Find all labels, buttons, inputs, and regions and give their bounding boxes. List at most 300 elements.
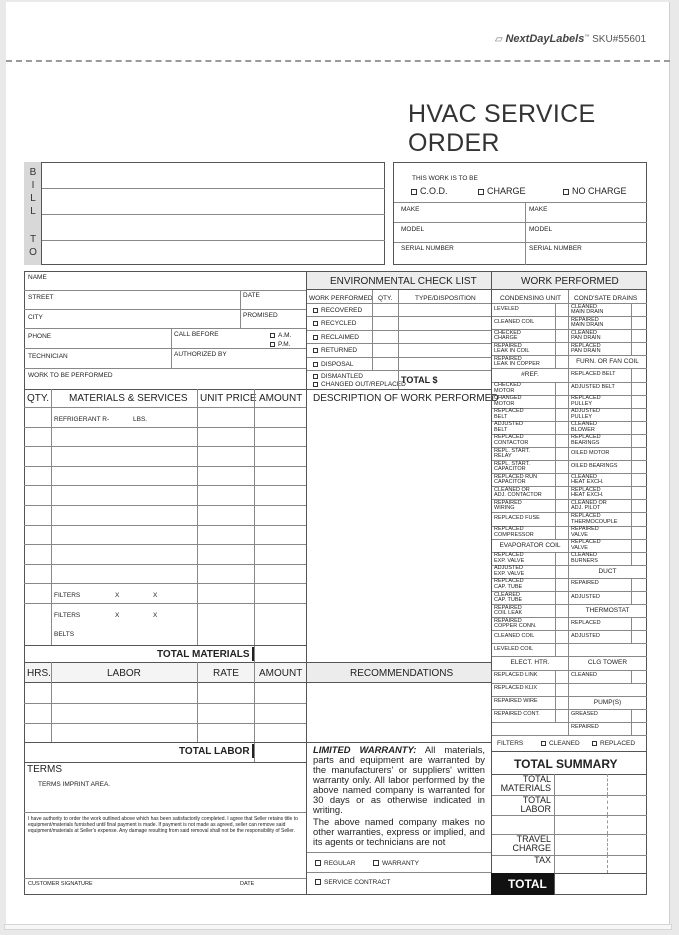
form-line [307,330,491,331]
form-line [492,735,647,736]
form-line [24,328,306,329]
form-line [631,382,632,395]
work-left-item [494,686,546,692]
work-item-text: REPLACED KLIX [494,685,538,692]
form-line [631,303,632,316]
work-item-text: OILED MOTOR [571,449,610,456]
summary-value-field[interactable] [554,815,647,834]
work-right-item [571,435,623,446]
env-item-checkbox[interactable]: RECYCLED [313,320,356,327]
labor-col-labor: LABOR [107,668,141,679]
phone-label: PHONE [28,333,52,340]
authority-text: I have authority to order the work outlined above which has been satisfactorily completed. I agree that Seller retains title to equipment/materials furnished until final payment is made. If payment is not made as agreed, seller can remove said equipment/materials at Seller's expense. Any damage resulting from said removal shall not be the responsibility of Seller. [28,816,298,834]
form-line [24,485,306,486]
technician-label: TECHNICIAN [28,353,68,360]
make-label: MAKE [529,206,548,213]
work-item-text: THERMOCOUPLE [571,518,618,525]
form-line [492,751,647,752]
work-performed-heading: WORK PERFORMED [521,276,619,287]
work-item-text: REPLACED RUN [494,473,538,480]
work-right-item [571,385,623,391]
work-item-text: CLEANED [571,329,597,336]
form-line [492,630,647,631]
work-item-text: REPAIRED [571,526,599,533]
column-divider [491,271,492,895]
service-contract-checkbox[interactable]: SERVICE CONTRACT [315,879,390,886]
form-line [24,446,306,447]
cod-checkbox[interactable]: C.O.D. [411,186,448,196]
filters-cleaned-checkbox[interactable]: CLEANED [541,740,580,747]
work-right-item [571,488,623,499]
work-item-text: EXP. VALVE [494,570,525,577]
charge-checkbox[interactable]: CHARGE [478,186,526,196]
work-right-item [568,699,647,706]
bill-line [42,214,385,215]
form-line [631,473,632,486]
work-item-text: REPLACED [571,434,601,441]
work-left-item [494,396,546,407]
work-right-item [568,358,647,365]
env-total-label: TOTAL $ [401,375,438,385]
work-item-text: CLEANED [571,421,597,428]
make-label: MAKE [401,206,420,213]
summary-value-field[interactable] [554,855,647,873]
summary-row-label: TAX [534,855,551,865]
work-item-text: CLG TOWER [587,659,628,667]
authorized-by-label: AUTHORIZED BY [174,351,227,358]
form-line [555,473,556,486]
form-line [631,460,632,473]
x-mark: X [115,592,120,599]
work-left-item [494,344,546,355]
summary-value-field[interactable] [554,774,647,795]
work-left-item [494,712,546,718]
form-line [555,696,556,709]
summary-value-field[interactable] [554,795,647,815]
form-line [631,342,632,355]
work-item-text: CAPACITOR [494,466,526,473]
brand-logo: ▱ NextDayLabels™ SKU#55601 [495,33,647,45]
work-item-text: BURNERS [571,557,598,564]
bill-letter: L [30,206,36,217]
work-left-item [494,357,546,368]
work-item-text: REPAIRED [571,724,599,731]
column-divider [306,271,307,895]
recommendations-heading: RECOMMENDATIONS [350,668,454,679]
work-to-be-performed-label: WORK TO BE PERFORMED [28,372,113,379]
form-line [492,696,647,697]
work-left-item [494,606,546,617]
form-line [631,316,632,329]
terms-imprint: TERMS IMPRINT AREA. [38,781,111,788]
work-item-text: REPLACED [494,552,524,559]
work-item-text: REPLACED [494,434,524,441]
work-item-text: PULLEY [571,400,593,407]
form-line [555,329,556,342]
filters-label: FILTERS [54,592,81,599]
work-item-text: CAP. TUBE [494,584,523,590]
form-line [24,564,306,565]
work-item-text: REPLACED LINK [494,672,538,679]
materials-col-name: MATERIALS & SERVICES [69,393,188,404]
form-line [555,460,556,473]
env-item-checkbox[interactable]: RECOVERED [313,307,362,314]
work-item-text: GREASED [571,711,598,718]
work-item-text: REPL. START. [494,460,530,467]
form-line [631,552,632,565]
work-item-text: THERMOSTAT [585,607,630,615]
work-item-text: ADJ. PILOT [571,505,601,512]
work-item-text: REPAIRED [494,342,522,349]
form-line [24,812,306,813]
form-line [555,591,556,604]
work-left-item [494,462,546,473]
form-line [555,395,556,408]
work-item-text: REPLACED [494,578,524,585]
form-line [24,703,306,704]
work-item-text: CLEANED [571,473,597,480]
work-item-text: ADJ. CONTACTOR [494,492,542,499]
total-materials-label: TOTAL MATERIALS [157,649,250,660]
form-line [398,370,399,389]
model-label: MODEL [401,226,425,233]
work-right-item [571,422,623,433]
form-line [555,408,556,421]
work-item-text: ADJUSTED [571,593,601,600]
work-right-item [571,318,623,329]
work-item-text: MOTOR [494,387,515,394]
form-line [24,466,306,467]
form-line [631,486,632,499]
form-line [24,309,306,310]
work-left-item [494,422,546,433]
form-line [555,683,556,696]
form-line [607,774,608,795]
env-col-qty: QTY. [378,295,393,302]
work-item-text: CAP. TUBE [494,597,523,604]
work-right-item [571,514,623,525]
bill-letter: B [29,167,37,178]
work-item-text: COIL LEAK [494,610,523,617]
form-line [51,662,52,742]
form-line [631,499,632,512]
labor-col-hrs: HRS. [27,668,51,679]
work-item-text: REPAIRED [494,355,522,362]
warranty-text: LIMITED WARRANTY: All materials, parts and equipment are warranted by the manufacturers' or suppliers' written warranty only. All labor performed by the above named company is warranted for 30 days or as otherwise indicated in writing. The above named company makes no other warranties, express or implied, and its agents or technicians are not [313,744,485,847]
work-item-text: MAIN DRAIN [571,309,604,316]
form-line [307,872,491,873]
work-item-text: REPLACED [571,512,601,519]
work-item-text: ADJUSTED [571,408,601,415]
work-right-item [571,344,623,355]
form-line [492,722,647,723]
work-left-item [494,449,546,460]
warranty-checkbox[interactable]: WARRANTY [373,860,419,867]
form-line [24,505,306,506]
form-line [24,603,306,604]
work-left-item [494,553,546,564]
work-item-text: PAN DRAIN [571,348,601,355]
total-arrow [252,744,257,758]
form-line [307,316,491,317]
form-line [307,303,491,304]
work-item-text: LEVELED [494,305,519,312]
form-line [492,539,647,540]
x-mark: X [153,612,158,619]
work-left-item [494,647,546,653]
work-item-text: VALVE [571,531,588,538]
filters-replaced-checkbox[interactable]: REPLACED [592,740,635,747]
form-line [492,368,647,369]
form-line [307,343,491,344]
work-item-text: COMPRESSOR [494,531,534,538]
form-line [631,617,632,630]
work-item-text: FURN. OR FAN COIL [576,358,639,366]
work-left-item [494,488,546,499]
form-line [631,395,632,408]
filters-label: FILTERS [54,612,81,619]
work-item-text: PULLEY [571,413,593,420]
customer-signature-label: CUSTOMER SIGNATURE [28,881,93,887]
promised-label: PROMISED [243,312,278,319]
work-item-text: CLEANED COIL [494,318,535,325]
work-left-item [494,435,546,446]
form-line [555,709,556,722]
work-type-line [394,222,647,223]
form-line [631,539,632,552]
serial-label: SERIAL NUMBER [529,245,582,252]
form-line [555,617,556,630]
work-item-text: OILED BEARINGS [571,462,618,469]
work-item-text: ADJUSTED BELT [571,384,615,391]
materials-col-unit-price: UNIT PRICE [200,393,257,404]
bill-letter: O [29,247,37,258]
form-line [631,329,632,342]
summary-value-field[interactable] [554,834,647,855]
work-left-item [494,619,546,630]
form-line [607,815,608,834]
form-line [492,512,647,513]
work-right-item [571,527,623,538]
work-right-item [568,659,647,666]
total-label: TOTAL [508,877,547,891]
work-item-text: REPLACED [571,539,601,546]
form-line [24,348,306,349]
no-charge-checkbox[interactable]: NO CHARGE [563,186,627,196]
work-right-item [571,464,623,470]
call-before-label: CALL BEFORE [174,331,219,338]
x-mark: X [115,612,120,619]
form-line [555,499,556,512]
work-item-text: CHECKED [494,382,521,389]
refrigerant-label: REFRIGERANT R- [54,416,110,423]
model-label: MODEL [529,226,553,233]
pm-checkbox[interactable]: P.M. [270,341,291,348]
form-line [631,447,632,460]
bill-letter: L [30,193,36,204]
terms-heading: TERMS [27,764,62,775]
form-line [24,407,306,408]
form-line [631,670,632,683]
work-item-text: HEAT EXCH. [571,492,604,499]
work-left-item [494,307,546,313]
work-right-item [571,712,623,718]
labor-col-rate: RATE [213,668,239,679]
form-line [24,389,491,390]
form-line [555,512,556,525]
perforation-line [6,60,670,62]
form-line [492,316,647,317]
work-item-text: WIRING [494,505,515,512]
form-line [631,434,632,447]
work-item-text: DUCT [598,567,617,575]
summary-row-label: TOTAL MATERIALS [500,774,551,793]
form-line [24,762,306,763]
work-left-item [494,699,546,705]
form-line [631,408,632,421]
work-item-text: CLEARED [494,591,520,598]
work-item-text: REPAIRED WIRE [494,698,538,705]
work-left-item [492,542,568,549]
form-line [24,427,306,428]
work-item-text: CLEANED [571,303,597,310]
work-item-text: REPL. START. [494,447,530,454]
materials-col-qty: QTY. [27,393,50,404]
name-label: NAME [28,274,47,281]
form-line [555,552,556,565]
form-line [555,382,556,395]
env-heading: ENVIRONMENTAL CHECK LIST [330,276,477,287]
work-item-text: CHECKED [494,329,521,336]
form-line [492,656,647,657]
work-right-item [571,581,623,587]
work-item-text: LEVELED COIL [494,645,534,652]
form-line [555,670,556,683]
form-line [555,565,556,578]
x-mark: X [153,592,158,599]
work-item-text: BELT [494,426,508,433]
bill-letter: T [29,234,37,245]
form-line [307,357,491,358]
work-item-text: REPLACED [571,395,601,402]
work-item-text: CHANGED [494,395,522,402]
form-line [607,834,608,855]
work-item-text: REPLACED [494,526,524,533]
work-item-text: COPPER CONN. [494,623,537,630]
work-left-item [494,527,546,538]
work-item-text: CAPACITOR [494,479,526,486]
work-item-text: REPLACED [571,342,601,349]
work-right-item [571,475,623,486]
work-item-text: EVAPORATOR COIL [499,541,561,549]
work-right-item [571,621,623,627]
total-value-box[interactable] [554,873,647,895]
work-left-item [494,593,546,604]
work-item-text: CHARGE [494,335,518,342]
work-item-text: CLEANED COIL [494,632,535,639]
city-label: CITY [28,314,43,321]
form-line [24,368,306,369]
form-line [555,421,556,434]
serial-label: SERIAL NUMBER [401,245,454,252]
env-item-checkbox[interactable]: DISPOSAL [313,361,354,368]
am-checkbox[interactable]: A.M. [270,332,291,339]
work-item-text: REPLACED BELT [571,370,616,377]
form-line [24,723,306,724]
summary-row-label: TRAVEL CHARGE [512,834,551,853]
form-line [555,355,556,368]
regular-checkbox[interactable]: REGULAR [315,860,355,867]
work-item-text: ADJUSTED [494,565,524,572]
work-item-text: CLEANED [571,552,597,559]
form-line [631,630,632,643]
work-left-item [494,475,546,486]
work-item-text: REPLACED [571,486,601,493]
work-left-item [492,371,568,378]
work-item-text: CLEANED OR [571,499,607,506]
work-item-text: BEARINGS [571,440,600,446]
work-left-item [494,409,546,420]
work-item-text: MAIN DRAIN [571,322,604,329]
env-item-checkbox[interactable]: RETURNED [313,347,357,354]
work-item-text: REPAIRED [494,499,522,506]
bill-line [42,188,385,189]
lbs-label: LBS. [133,416,148,423]
form-line [555,342,556,355]
work-left-item [492,659,568,666]
work-right-item [568,607,647,614]
page-title: HVAC SERVICE ORDER [408,100,596,157]
work-right-item [571,451,623,457]
form-line [197,662,198,742]
form-line [555,630,556,643]
condensing-unit-label: CONDENSING UNIT [500,295,562,302]
form-line [555,434,556,447]
work-left-item [494,579,546,590]
form-line [24,583,306,584]
work-item-text: REPAIRED CONT. [494,711,540,718]
total-arrow [252,647,257,661]
dismantled-checkbox[interactable]: DISMANTLED [313,373,363,380]
work-right-item [571,595,623,601]
filters-row: FILTERS [497,740,524,747]
work-item-text: CLEANED OR [494,486,530,493]
work-item-text: BELT [494,413,508,420]
work-item-text: REPAIRED [571,316,599,323]
work-item-text: REPAIRED [494,617,522,624]
work-left-item [494,331,546,342]
changed-out-checkbox[interactable]: CHANGED OUT/REPLACED [313,381,406,388]
work-item-text: PAN DRAIN [571,335,601,342]
env-col-type: TYPE/DISPOSITION [415,295,476,302]
form-line [555,316,556,329]
work-item-text: REPAIRED [571,580,599,587]
form-line [631,512,632,525]
form-line [492,683,647,684]
work-right-item [571,396,623,407]
work-right-item [571,305,623,316]
description-heading: DESCRIPTION OF WORK PERFORMED [313,393,499,404]
work-item-text: EXP. VALVE [494,557,525,564]
materials-col-amount: AMOUNT [259,393,303,404]
form-line [307,370,491,371]
summary-row-label: TOTAL LABOR [520,795,551,814]
env-item-checkbox[interactable]: RECLAIMED [313,334,359,341]
form-line [24,878,306,879]
work-item-text: REPLACED FUSE [494,514,540,521]
work-item-text: ELECT. HTR. [510,659,550,667]
work-item-text: LEAK IN COPPER [494,361,540,368]
